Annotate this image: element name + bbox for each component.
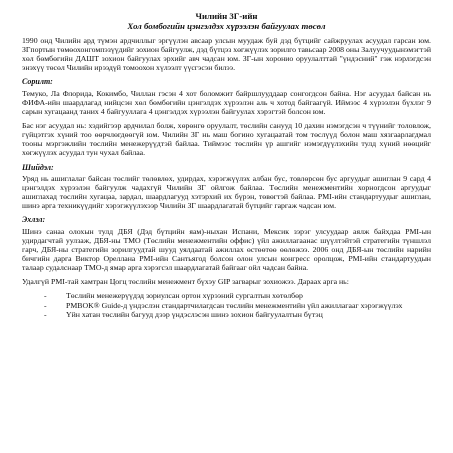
challenge-paragraph-2: Бас нэг асуудал нь: хэдийгээр ардчилал болж, хөрөнгө оруулалт, төслийн санууд 10 дахин нэмэгдсэн ч түүнийг толовлож, гүйцэтгэх хүний тоо өөрчлөгдөөгүй юм. Чилийн ЗГ нь маш богино хугацаатай том төслүүд болон маш хязгаарлагдмал тооны мэргэжлийн төслийн менежерүүдтэй байлаа. Тиймээс төслийн үр ашгийг нэмэгдүүлэхийн тулд хүний нөөцийг хөгжүүлэх асуудал тун чухал байлаа. <box>22 121 431 158</box>
list-item: - Төслийн менежерүүдэд зориулсан ортон хүрээний сургалтын хөтөлбөр <box>44 291 431 300</box>
intro-paragraph: 1990 онд Чилийн ард түмэн ардчиллыг эргүүлэн авсаар улсын муудаж буй дэд бүтцийг сайжруулах асуудал гарсан юм. ЗГпортын төмөохонгомпэзүүдийг зохион байгуулж, дэд бүтцэз хөгжүүлэх зорилго тавьсаар 2008 оны Залуучуудынэмэгтэй хөл бөмбөгийн ДАШТ зохион байгуулах эрхийг авч чадсан юм. ЗГ-ын хоронио оруулалттай "үндэсний" гэж нэрлэгдсэн энэхүү төсөл Чилийн ирээдүй томоохон хүлээлт үүсгэсэн билээ. <box>22 36 431 73</box>
start-paragraph-2: Удалгүй PMI-тай хамтран Цогц төслийн менежмент бүхэу GIP загварыг зохиожээ. Дараах арга нь: <box>22 277 349 287</box>
list-item: - Үйн хатан төслийн багууд дээр үндэслэсэн шинэ зохион байгуулалтын бүтэц <box>44 310 431 319</box>
start-paragraph-1: Шинэ санаа олохын тулд ДБЯ (Дэд бүтцийн яам)-ныхан Испани, Мексик зэрэг улсуудаар аялж байхдаа PMI-ын удирдагчтай уулзаж, ДБЯ-ны ТМО (Төслийн менежментийн оффис) үйл ажиллагаанас шүүлтэйтэй стратегийн түншлэл гарч, ДБЯ-ны стратегийн зорилгуудтай шууд уялдаатай ажиллах өстөөтөө өөлөжээ. 2006 онд ДБЯ-ын төслийн нарийн бичгийн дарга Виктор Ореллана PMI-ийн Сантьягод болсон олон улсын конгресс оролцож, PMI-ийн стандартуудын талаар судалснаар ТМО-д ямар арга хэрэгсэл шаардлагатай байгааг ойл чадсан байна. <box>22 226 431 273</box>
document-title: Чилийн 3Г-ийн <box>195 11 258 21</box>
challenge-paragraph-1: Темуко, Ла Флорида, Кокимбо, Чиллан гэсэн 4 хот боломжит байршлууддаар сонгогдсон байна. Нэг асуудал байсан нь ФИФА-ийн шаардлагад нийцсэн хөл бөмбөгийн цэнгэлдэх хүрээлэн аль ч хотод байгаагүй. Иймээс 4 хүрээлэн бүхлэг 9 сарын хугацаанд таних 4 байгууллага 4 цэнгэлдэх хүрээлэн байгуулах хэрэгтэй болсон юм. <box>22 88 431 117</box>
method-list <box>22 291 431 318</box>
list-item: - PMBOK® Guide-д үндэслэн стандартчилагдсан төслийн менежментийн үйл ажиллагааг хэрэгжүүлэх <box>44 301 431 310</box>
solution-paragraph-1: Уряд нь ашиглалаг байсан төслийг төлөвлөх, удирдах, хэрэгжүүлэх албан бус, товлөрсөн бус аргуудыг ашиглан 9 сард 4 цэнгэлдэх хүрээлэн байгуулж чадахгүй Чилийн ЗГ ойлгож байлаа. Төслийн менежментийн хорногдсон аргуудыг ашиглахад төслийн хугацаа, зардал, шаардлагууд хэтэрхий их бүрэн, төвөгтэй байлаа. PMI-ийн стандартуудыг ашиглан, шинэ арга техникүүдийг хэрэгжүүлэхээр Чилийн ЗГ шаардлагатай бүтцийг гаргаж чадсан юм. <box>22 174 431 211</box>
section-heading-challenge: Сорилт: <box>22 77 53 87</box>
section-heading-solution: Шийдэл: <box>22 162 54 172</box>
section-heading-start: Эхлэл: <box>22 215 46 225</box>
document-subtitle: Хол бомбогийн цэнгэлдэх хүрээлэн байгуулах төсөл <box>127 21 326 31</box>
